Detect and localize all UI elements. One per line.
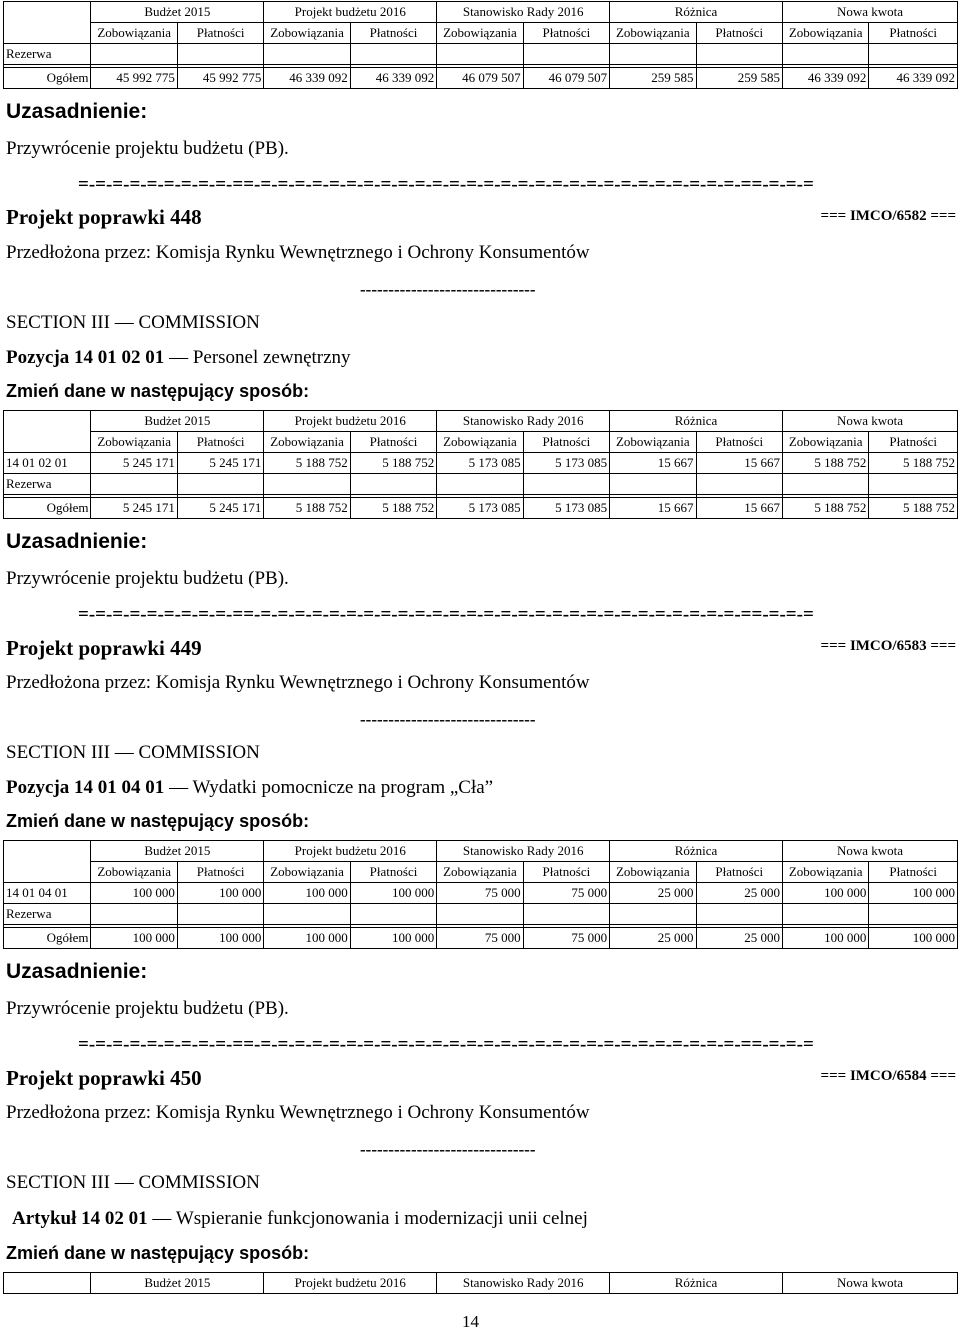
header-sub: Płatności xyxy=(350,862,436,883)
header-sub: Zobowiązania xyxy=(91,23,177,44)
header-row-sub xyxy=(4,432,958,453)
header-row-groups xyxy=(4,411,958,432)
total-cell: 5 188 752 xyxy=(264,498,350,519)
total-cell: 5 188 752 xyxy=(782,498,868,519)
total-cell: 75 000 xyxy=(437,928,523,949)
total-cell: 259 585 xyxy=(696,68,782,89)
header-group: Budżet 2015 xyxy=(91,1273,264,1294)
total-cell: 75 000 xyxy=(523,928,609,949)
header-sub: Zobowiązania xyxy=(610,432,696,453)
budget-item: Pozycja 14 01 04 01 — Wydatki pomocnicze na program „Cła” xyxy=(6,777,494,798)
budget-item: Artykuł 14 02 01 — Wspieranie funkcjonowania i modernizacji unii celnej xyxy=(12,1208,588,1229)
budget-item-name: Wydatki pomocnicze na program „Cła” xyxy=(192,777,494,798)
total-label: Ogółem xyxy=(4,68,91,89)
header-group: Projekt budżetu 2016 xyxy=(264,841,437,862)
amendment-code: === IMCO/6583 === xyxy=(820,638,956,654)
header-row-sub xyxy=(4,862,958,883)
header-sub: Płatności xyxy=(696,23,782,44)
justification-text: Przywrócenie projektu budżetu (PB). xyxy=(6,568,289,589)
budget-item-name: Wspieranie funkcjonowania i modernizacji unii celnej xyxy=(175,1208,588,1229)
reserve-row xyxy=(4,474,958,495)
data-cell: 75 000 xyxy=(523,883,609,904)
data-cell: 100 000 xyxy=(782,883,868,904)
separator-line: =-=-=-=-=-=-=-=-=-==-=-=-=-=-=-=-=-=-=-=-=-=-=-=-=-=-=-=-=-=-=-=-=-=-=-=-=-=-==-=-=-= xyxy=(78,1034,814,1055)
data-cell: 5 245 171 xyxy=(91,453,177,474)
total-cell: 46 339 092 xyxy=(782,68,868,89)
dash-line: ------------------------------- xyxy=(360,280,536,299)
budget-item-code: Pozycja 14 01 02 01 xyxy=(6,347,165,368)
reserve-label: Rezerwa xyxy=(4,44,91,65)
dash-line: ------------------------------- xyxy=(360,710,536,729)
data-cell: 5 188 752 xyxy=(782,453,868,474)
total-cell: 25 000 xyxy=(610,928,696,949)
data-cell: 5 188 752 xyxy=(264,453,350,474)
header-sub: Zobowiązania xyxy=(437,432,523,453)
total-cell: 15 667 xyxy=(610,498,696,519)
total-cell: 100 000 xyxy=(782,928,868,949)
data-cell: 15 667 xyxy=(610,453,696,474)
total-cell: 45 992 775 xyxy=(177,68,263,89)
data-cell: 25 000 xyxy=(610,883,696,904)
header-sub: Zobowiązania xyxy=(437,23,523,44)
justification-text: Przywrócenie projektu budżetu (PB). xyxy=(6,138,289,159)
header-group: Nowa kwota xyxy=(782,411,957,432)
header-group: Nowa kwota xyxy=(782,841,957,862)
header-group: Różnica xyxy=(610,841,783,862)
header-group: Różnica xyxy=(610,2,783,23)
header-group: Projekt budżetu 2016 xyxy=(264,2,437,23)
data-cell: 5 173 085 xyxy=(437,453,523,474)
data-cell: 5 173 085 xyxy=(523,453,609,474)
data-cell: 25 000 xyxy=(696,883,782,904)
amendment-code: === IMCO/6582 === xyxy=(820,208,956,224)
budget-item-name: Personel zewnętrzny xyxy=(192,347,351,368)
header-sub: Zobowiązania xyxy=(782,432,868,453)
total-cell: 25 000 xyxy=(696,928,782,949)
separator-line: =-=-=-=-=-=-=-=-=-==-=-=-=-=-=-=-=-=-=-=-=-=-=-=-=-=-=-=-=-=-=-=-=-=-=-=-=-=-==-=-=-= xyxy=(78,174,814,195)
data-cell: 100 000 xyxy=(264,883,350,904)
header-sub: Zobowiązania xyxy=(610,862,696,883)
header-row-groups xyxy=(4,841,958,862)
row-code: 14 01 04 01 xyxy=(4,883,91,904)
justification-label: Uzasadnienie: xyxy=(6,530,148,553)
budget-table-448 xyxy=(3,410,958,519)
header-group: Stanowisko Rady 2016 xyxy=(437,841,610,862)
data-cell: 100 000 xyxy=(350,883,436,904)
reserve-label: Rezerwa xyxy=(4,474,91,495)
budget-item: Pozycja 14 01 02 01 — Personel zewnętrzny xyxy=(6,347,351,368)
amendment-title: Projekt poprawki 448 xyxy=(6,205,202,229)
submitted-by: Przedłożona przez: Komisja Rynku Wewnętrznego i Ochrony Konsumentów xyxy=(6,1102,590,1123)
header-row-sub xyxy=(4,23,958,44)
header-sub: Płatności xyxy=(177,862,263,883)
budget-table-449 xyxy=(3,840,958,949)
amendment-title: Projekt poprawki 449 xyxy=(6,636,202,660)
data-cell: 5 245 171 xyxy=(177,453,263,474)
header-group: Projekt budżetu 2016 xyxy=(264,1273,437,1294)
header-sub: Płatności xyxy=(869,23,958,44)
data-cell: 100 000 xyxy=(869,883,958,904)
header-row-groups xyxy=(4,1273,958,1294)
header-sub: Zobowiązania xyxy=(91,862,177,883)
header-sub: Płatności xyxy=(523,432,609,453)
total-cell: 45 992 775 xyxy=(91,68,177,89)
total-cell: 46 339 092 xyxy=(264,68,350,89)
total-cell: 5 173 085 xyxy=(523,498,609,519)
reserve-row xyxy=(4,904,958,925)
amendment-title: Projekt poprawki 450 xyxy=(6,1066,202,1090)
header-sub: Płatności xyxy=(696,432,782,453)
justification-label: Uzasadnienie: xyxy=(6,960,148,983)
budget-item-code: Pozycja 14 01 04 01 xyxy=(6,777,165,798)
header-sub: Płatności xyxy=(523,862,609,883)
reserve-label: Rezerwa xyxy=(4,904,91,925)
header-sub: Płatności xyxy=(177,432,263,453)
reserve-row xyxy=(4,44,958,65)
data-cell: 100 000 xyxy=(177,883,263,904)
justification-label: Uzasadnienie: xyxy=(6,100,148,123)
section-heading: SECTION III — COMMISSION xyxy=(6,312,260,333)
data-cell: 75 000 xyxy=(437,883,523,904)
total-cell: 46 339 092 xyxy=(869,68,958,89)
total-cell: 100 000 xyxy=(264,928,350,949)
header-sub: Płatności xyxy=(696,862,782,883)
total-cell: 100 000 xyxy=(869,928,958,949)
header-group: Stanowisko Rady 2016 xyxy=(437,2,610,23)
total-cell: 259 585 xyxy=(610,68,696,89)
header-sub: Płatności xyxy=(869,432,958,453)
header-group: Stanowisko Rady 2016 xyxy=(437,411,610,432)
total-cell: 46 339 092 xyxy=(350,68,436,89)
total-cell: 5 188 752 xyxy=(869,498,958,519)
change-label: Zmień dane w następujący sposób: xyxy=(6,1243,310,1263)
data-cell: 15 667 xyxy=(696,453,782,474)
data-row xyxy=(4,453,958,474)
header-sub: Zobowiązania xyxy=(610,23,696,44)
header-group: Nowa kwota xyxy=(782,2,957,23)
header-sub: Zobowiązania xyxy=(782,23,868,44)
header-group: Różnica xyxy=(610,1273,783,1294)
header-row-groups xyxy=(4,2,958,23)
header-sub: Zobowiązania xyxy=(264,23,350,44)
row-code: 14 01 02 01 xyxy=(4,453,91,474)
header-group: Projekt budżetu 2016 xyxy=(264,411,437,432)
total-row xyxy=(4,928,958,949)
data-cell: 5 188 752 xyxy=(869,453,958,474)
total-cell: 46 079 507 xyxy=(523,68,609,89)
data-cell: 5 188 752 xyxy=(350,453,436,474)
header-group: Nowa kwota xyxy=(782,1273,957,1294)
header-group: Stanowisko Rady 2016 xyxy=(437,1273,610,1294)
page-number: 14 xyxy=(462,1312,479,1331)
total-cell: 5 245 171 xyxy=(91,498,177,519)
total-label: Ogółem xyxy=(4,928,91,949)
data-row xyxy=(4,883,958,904)
section-heading: SECTION III — COMMISSION xyxy=(6,1172,260,1193)
total-cell: 5 245 171 xyxy=(177,498,263,519)
budget-item-code: Artykuł 14 02 01 xyxy=(12,1208,148,1229)
change-label: Zmień dane w następujący sposób: xyxy=(6,811,310,831)
data-cell: 100 000 xyxy=(91,883,177,904)
budget-table-top xyxy=(3,1,958,89)
amendment-code: === IMCO/6584 === xyxy=(820,1068,956,1084)
header-sub: Zobowiązania xyxy=(91,432,177,453)
change-label: Zmień dane w następujący sposób: xyxy=(6,381,310,401)
total-label: Ogółem xyxy=(4,498,91,519)
total-cell: 46 079 507 xyxy=(437,68,523,89)
header-sub: Płatności xyxy=(869,862,958,883)
submitted-by: Przedłożona przez: Komisja Rynku Wewnętrznego i Ochrony Konsumentów xyxy=(6,672,590,693)
header-sub: Zobowiązania xyxy=(264,862,350,883)
submitted-by: Przedłożona przez: Komisja Rynku Wewnętrznego i Ochrony Konsumentów xyxy=(6,242,590,263)
total-cell: 15 667 xyxy=(696,498,782,519)
header-group: Budżet 2015 xyxy=(91,841,264,862)
section-heading: SECTION III — COMMISSION xyxy=(6,742,260,763)
separator-line: =-=-=-=-=-=-=-=-=-==-=-=-=-=-=-=-=-=-=-=-=-=-=-=-=-=-=-=-=-=-=-=-=-=-=-=-=-=-==-=-=-= xyxy=(78,604,814,625)
justification-text: Przywrócenie projektu budżetu (PB). xyxy=(6,998,289,1019)
dash-line: ------------------------------- xyxy=(360,1140,536,1159)
budget-table-450 xyxy=(3,1272,958,1294)
total-cell: 100 000 xyxy=(177,928,263,949)
total-cell: 5 173 085 xyxy=(437,498,523,519)
total-row xyxy=(4,68,958,89)
total-cell: 100 000 xyxy=(350,928,436,949)
header-sub: Zobowiązania xyxy=(437,862,523,883)
total-cell: 5 188 752 xyxy=(350,498,436,519)
header-sub: Zobowiązania xyxy=(782,862,868,883)
header-group: Różnica xyxy=(610,411,783,432)
header-sub: Płatności xyxy=(350,432,436,453)
header-group: Budżet 2015 xyxy=(91,2,264,23)
header-sub: Płatności xyxy=(523,23,609,44)
header-group: Budżet 2015 xyxy=(91,411,264,432)
total-row xyxy=(4,498,958,519)
total-cell: 100 000 xyxy=(91,928,177,949)
header-sub: Płatności xyxy=(350,23,436,44)
header-sub: Zobowiązania xyxy=(264,432,350,453)
header-sub: Płatności xyxy=(177,23,263,44)
